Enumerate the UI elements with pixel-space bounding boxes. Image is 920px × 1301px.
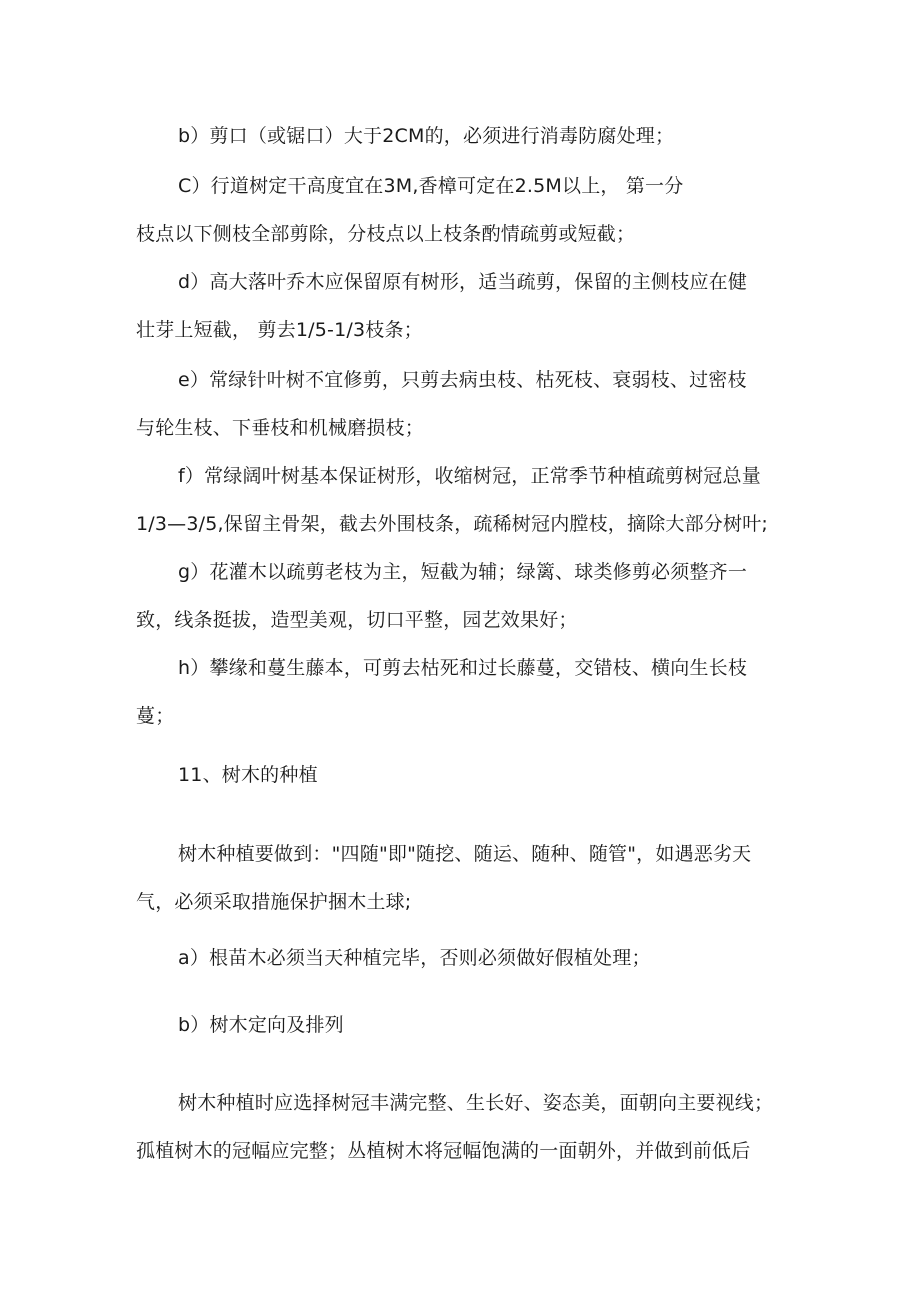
paragraph-g-line-2: 致，线条挺拔，造型美观，切口平整，园艺效果好； — [136, 609, 578, 631]
section-heading-11: 11、树木的种植 — [178, 764, 318, 786]
paragraph-c-line-1: C）行道树定干高度宜在3M,香樟可定在2.5M以上， 第一分 — [178, 175, 684, 197]
paragraph-h-line-1: h）攀缘和蔓生藤本，可剪去枯死和过长藤蔓，交错枝、横向生长枝 — [178, 657, 748, 679]
paragraph-d-line-1: d）高大落叶乔木应保留原有树形，适当疏剪，保留的主侧枝应在健 — [178, 271, 748, 293]
paragraph-f-line-2: 1/3—3/5,保留主骨架，截去外围枝条，疏稀树冠内膛枝，摘除大部分树叶; — [136, 513, 768, 535]
paragraph-c-line-2: 枝点以下侧枝全部剪除，分枝点以上枝条酌情疏剪或短截； — [136, 223, 636, 245]
paragraph-planting-line-2: 气，必须采取措施保护捆木土球; — [136, 891, 412, 913]
paragraph-g-line-1: g）花灌木以疏剪老枝为主，短截为辅；绿篱、球类修剪必须整齐一 — [178, 561, 748, 583]
paragraph-f-line-1: f）常绿阔叶树基本保证树形，收缩树冠，正常季节种植疏剪树冠总量 — [178, 465, 761, 487]
paragraph-b-cut-line: b）剪口（或锯口）大于2CM的，必须进行消毒防腐处理； — [178, 125, 675, 147]
paragraph-e-line-1: e）常绿针叶树不宜修剪，只剪去病虫枝、枯死枝、衰弱枝、过密枝 — [178, 369, 747, 391]
paragraph-orientation-line-2: 孤植树木的冠幅应完整；丛植树木将冠幅饱满的一面朝外，并做到前低后 — [136, 1140, 751, 1162]
paragraph-h-line-2: 蔓； — [136, 705, 175, 727]
subheading-b-orientation: b）树木定向及排列 — [178, 1014, 344, 1036]
paragraph-orientation-line-1: 树木种植时应选择树冠丰满完整、生长好、姿态美，面朝向主要视线； — [178, 1092, 774, 1114]
paragraph-d-line-2: 壮芽上短截， 剪去1/5-1/3枝条； — [136, 319, 423, 341]
paragraph-e-line-2: 与轮生枝、下垂枝和机械磨损枝； — [136, 417, 425, 439]
paragraph-planting-line-1: 树木种植要做到："四随"即"随挖、随运、随种、随管"，如遇恶劣天 — [178, 843, 752, 865]
paragraph-a-line: a）根苗木必须当天种植完毕，否则必须做好假植处理； — [178, 947, 651, 969]
